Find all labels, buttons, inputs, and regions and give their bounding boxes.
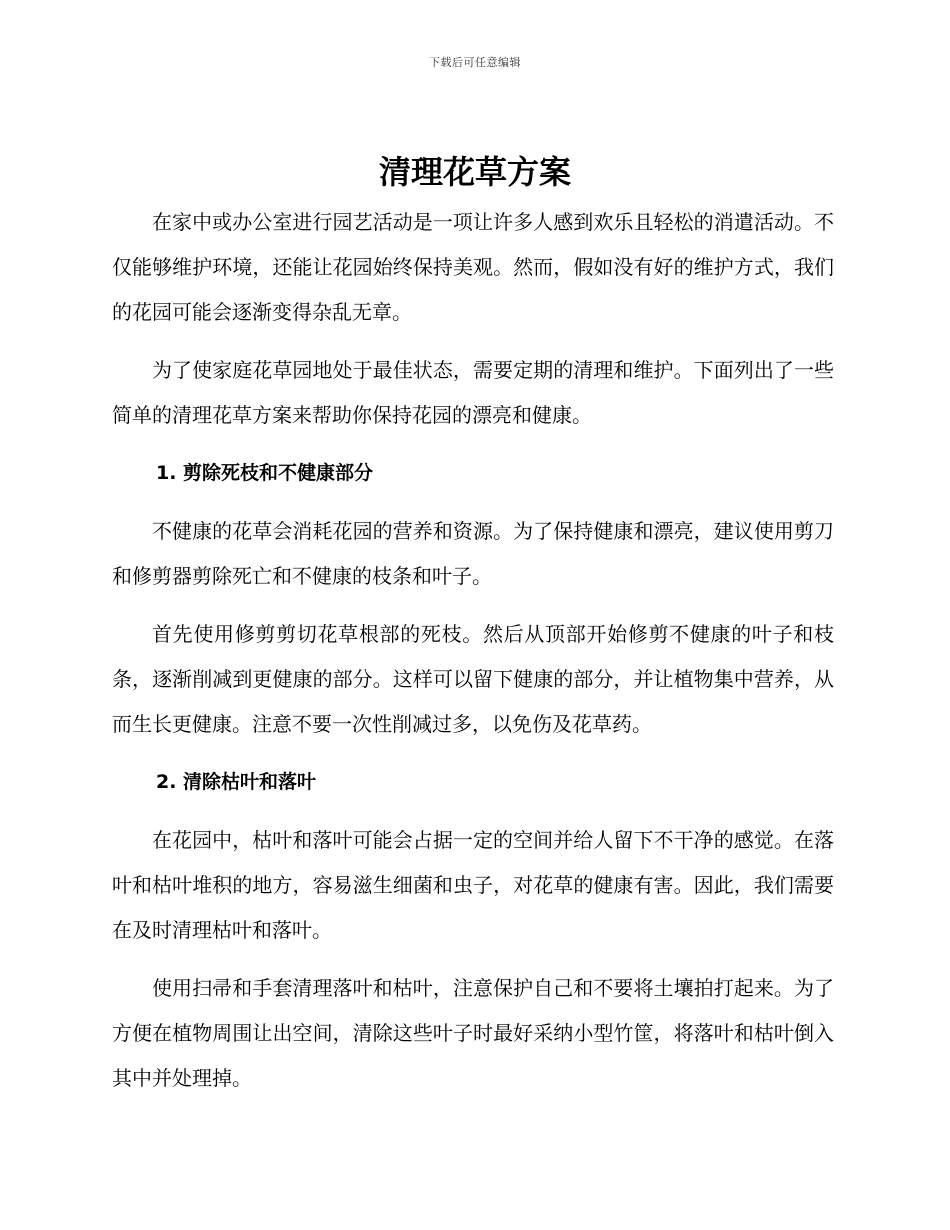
intro-paragraph-1: 在家中或办公室进行园艺活动是一项让许多人感到欢乐且轻松的消遣活动。不仅能够维护环境，还能让花园始终保持美观。然而，假如没有好的维护方式，我们的花园可能会逐渐变得杂乱无章。: [112, 210, 834, 324]
section-2-paragraph-2: 使用扫帚和手套清理落叶和枯叶，注意保护自己和不要将土壤拍打起来。为了方便在植物周围让出空间，清除这些叶子时最好采纳小型竹筐，将落叶和枯叶倒入其中并处理掉。: [112, 976, 834, 1090]
section-1-paragraph-2: 首先使用修剪剪切花草根部的死枝。然后从顶部开始修剪不健康的叶子和枝条，逐渐削减到更健康的部分。这样可以留下健康的部分，并让植物集中营养，从而生长更健康。注意不要一次性削减过多，以免伤及花草药。: [112, 622, 834, 736]
section-heading-1: 1. 剪除死枝和不健康部分: [156, 462, 374, 484]
section-2-paragraph-1: 在花园中，枯叶和落叶可能会占据一定的空间并给人留下不干净的感觉。在落叶和枯叶堆积的地方，容易滋生细菌和虫子，对花草的健康有害。因此，我们需要在及时清理枯叶和落叶。: [112, 828, 834, 942]
section-1-paragraph-1: 不健康的花草会消耗花园的营养和资源。为了保持健康和漂亮，建议使用剪刀和修剪器剪除死亡和不健康的枝条和叶子。: [112, 519, 834, 588]
page-title: 清理花草方案: [378, 153, 571, 191]
document-body: [112, 200, 834, 1114]
section-heading-2: 2. 清除枯叶和落叶: [156, 771, 317, 793]
intro-paragraph-2: 为了使家庭花草园地处于最佳状态，需要定期的清理和维护。下面列出了一些简单的清理花草方案来帮助你保持花园的漂亮和健康。: [112, 358, 834, 427]
header-note: 下载后可任意编辑: [429, 56, 521, 69]
